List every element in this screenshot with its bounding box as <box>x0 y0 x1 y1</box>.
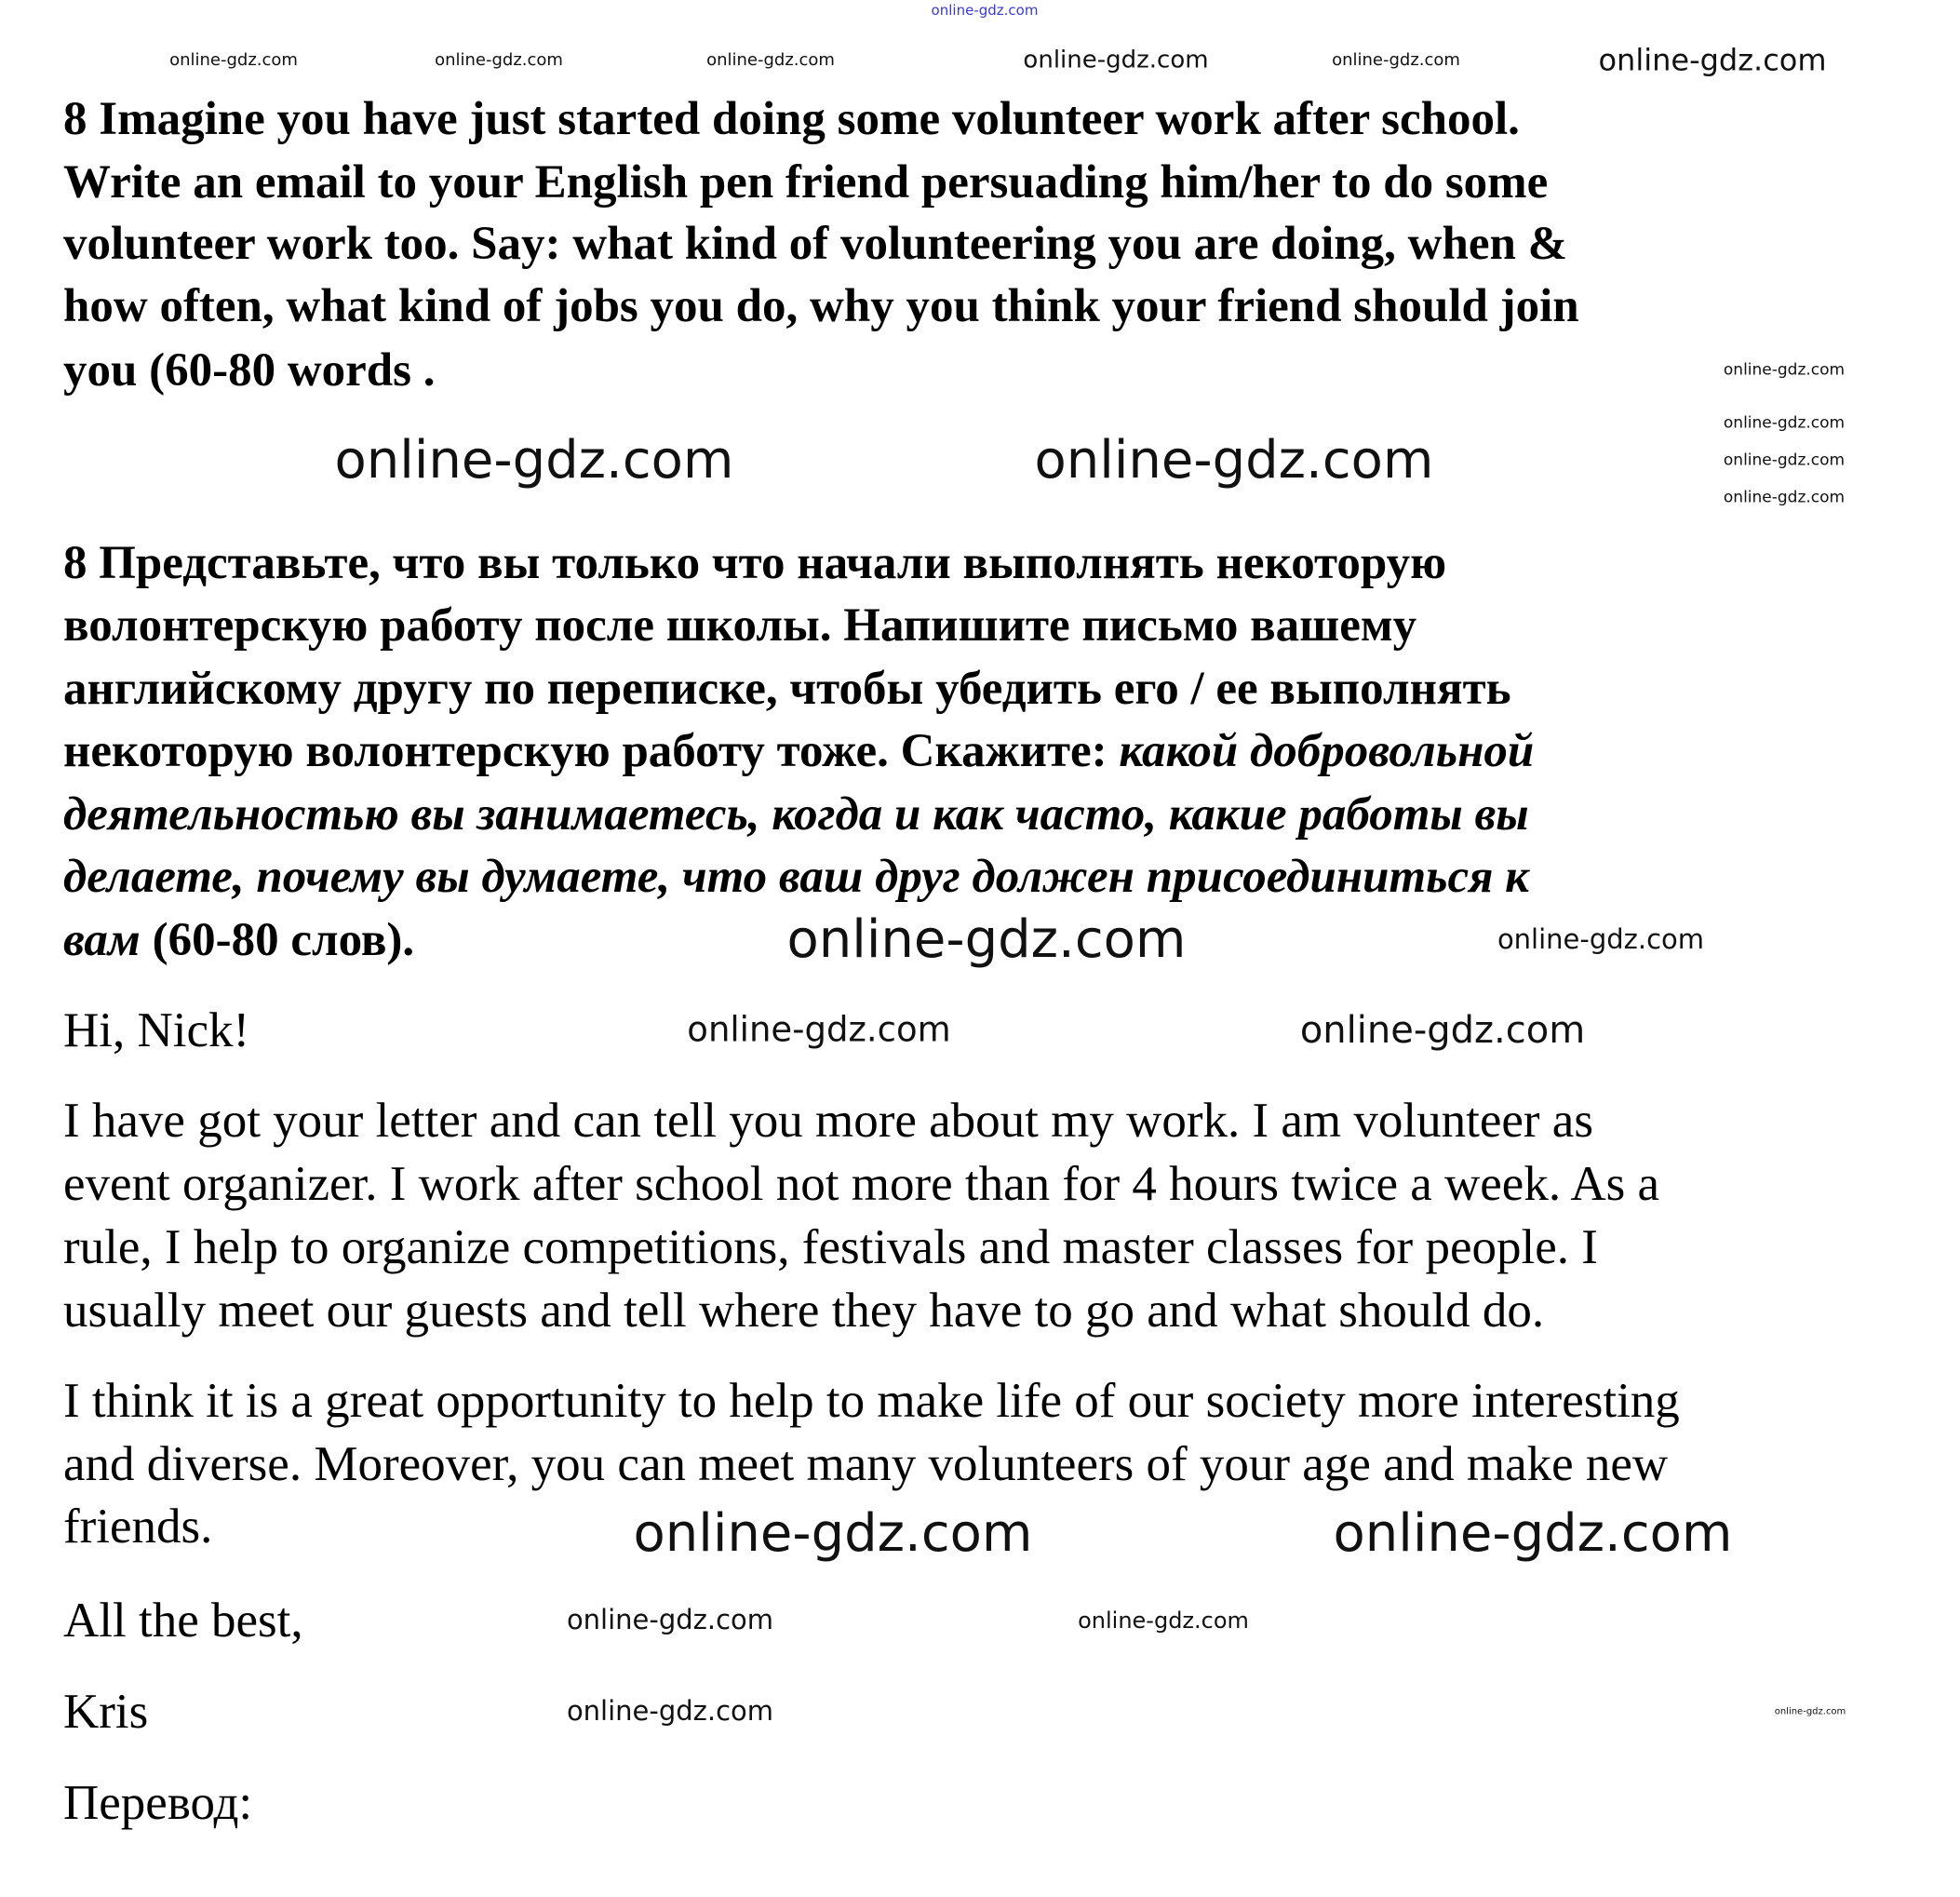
task-ru-line: волонтерскую работу после школы. Напишите письмо вашему <box>63 599 1417 652</box>
watermark: online-gdz.com <box>706 50 835 71</box>
task-ru-text: некоторую волонтерскую работу тоже. Скажите: <box>63 724 1120 777</box>
task-ru-line <box>63 725 1534 777</box>
watermark: online-gdz.com <box>1333 1503 1733 1565</box>
task-en-line: how often, what kind of jobs you do, why you think your friend should join <box>63 279 1579 332</box>
letter-line: event organizer. I work after school not more than for 4 hours twice a week. As a <box>63 1156 1660 1211</box>
translation-label: Перевод: <box>63 1775 253 1830</box>
task-ru-line: английскому другу по переписке, чтобы убедить его / ее выполнять <box>63 662 1511 715</box>
task-ru-line <box>63 914 414 966</box>
task-ru-line: деятельностью вы занимаетесь, когда и как часто, какие работы вы <box>63 787 1529 841</box>
watermark: online-gdz.com <box>435 50 563 71</box>
task-ru-line: делаете, почему вы думаете, что ваш друг должен присоединиться к <box>63 850 1529 903</box>
task-ru-text: (60-80 слов). <box>140 913 415 966</box>
task-ru-italic-text: какой добровольной <box>1119 724 1535 777</box>
watermark: online-gdz.com <box>1723 451 1846 470</box>
task-en-line: 8 Imagine you have just started doing some volunteer work after school. <box>63 92 1520 145</box>
watermark: online-gdz.com <box>566 1604 774 1636</box>
watermark: online-gdz.com <box>1774 1706 1846 1717</box>
watermark: online-gdz.com <box>687 1009 951 1050</box>
letter-greeting: Hi, Nick! <box>63 1002 250 1057</box>
task-en-line: you (60-80 words . <box>63 343 436 397</box>
watermark: online-gdz.com <box>1078 1607 1249 1634</box>
letter-line: I have got your letter and can tell you more about my work. I am volunteer as <box>63 1093 1593 1148</box>
watermark: online-gdz.com <box>1723 488 1846 507</box>
watermark: online-gdz.com <box>1332 50 1460 71</box>
watermark: online-gdz.com <box>931 1 1039 19</box>
task-en-line: volunteer work too. Say: what kind of volunteering you are doing, when & <box>63 217 1568 270</box>
task-ru-line: 8 Представьте, что вы только что начали выполнять некоторую <box>63 536 1447 589</box>
watermark: online-gdz.com <box>566 1695 774 1728</box>
watermark: online-gdz.com <box>786 909 1187 971</box>
letter-signature: Kris <box>63 1684 149 1739</box>
watermark: online-gdz.com <box>169 50 298 71</box>
letter-line: friends. <box>63 1499 213 1554</box>
watermark: online-gdz.com <box>633 1503 1033 1565</box>
letter-closing: All the best, <box>63 1593 303 1648</box>
watermark: online-gdz.com <box>1497 923 1705 956</box>
letter-line: rule, I help to organize competitions, festivals and master classes for people. I <box>63 1219 1598 1274</box>
task-en-line: Write an email to your English pen friend persuading him/her to do some <box>63 155 1549 209</box>
letter-line: usually meet our guests and tell where they have to go and what should do. <box>63 1283 1545 1338</box>
watermark: online-gdz.com <box>1723 360 1846 380</box>
watermark: online-gdz.com <box>1723 413 1846 433</box>
watermark: online-gdz.com <box>1034 430 1434 491</box>
watermark: online-gdz.com <box>1598 42 1827 78</box>
watermark: online-gdz.com <box>334 430 734 491</box>
letter-line: I think it is a great opportunity to help to make life of our society more interesting <box>63 1373 1680 1428</box>
watermark: online-gdz.com <box>1299 1009 1586 1052</box>
letter-line: and diverse. Moreover, you can meet many volunteers of your age and make new <box>63 1436 1669 1491</box>
task-ru-italic-text: вам <box>63 913 141 966</box>
watermark: online-gdz.com <box>1023 46 1209 74</box>
